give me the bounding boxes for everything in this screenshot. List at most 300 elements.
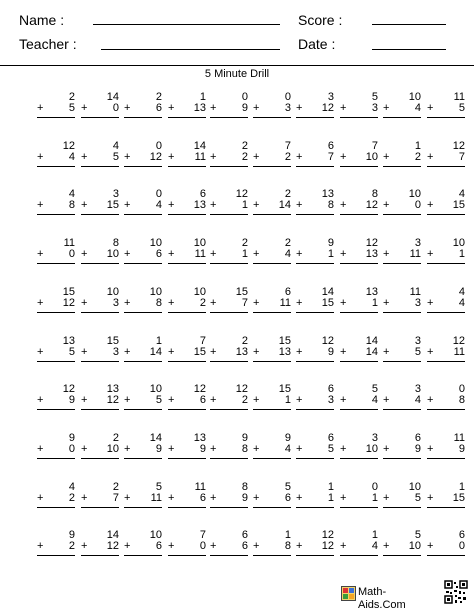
answer-line[interactable] (124, 166, 162, 167)
answer-line[interactable] (210, 409, 248, 410)
addition-problem (383, 238, 421, 264)
addition-problem (296, 433, 334, 459)
plus-operator: + (168, 394, 175, 407)
plus-operator: + (124, 442, 131, 455)
plus-operator: + (81, 394, 88, 407)
addend-bottom-line (168, 200, 206, 211)
answer-line[interactable] (210, 263, 248, 264)
answer-line[interactable] (124, 507, 162, 508)
answer-line[interactable] (37, 507, 75, 508)
answer-line[interactable] (168, 117, 206, 118)
answer-line[interactable] (124, 555, 162, 556)
answer-line[interactable] (427, 361, 465, 362)
addend-bottom: 9 (327, 345, 334, 358)
answer-line[interactable] (168, 312, 206, 313)
answer-line[interactable] (296, 507, 334, 508)
addend-bottom-line (253, 249, 291, 260)
addend-bottom: 12 (62, 296, 75, 309)
addend-bottom-line (37, 541, 75, 552)
plus-operator: + (427, 248, 434, 261)
addend-bottom-line (210, 298, 248, 309)
plus-operator: + (340, 345, 347, 358)
answer-line[interactable] (210, 312, 248, 313)
answer-line[interactable] (296, 312, 334, 313)
addend-bottom: 2 (68, 491, 75, 504)
addition-problem (37, 287, 75, 313)
addend-top: 8 (112, 237, 119, 250)
answer-line[interactable] (340, 409, 378, 410)
addition-problem (210, 433, 248, 459)
answer-line[interactable] (81, 312, 119, 313)
addend-top: 10 (452, 237, 465, 250)
addend-top: 9 (284, 431, 291, 444)
problem-row (0, 189, 474, 237)
addend-top: 11 (409, 285, 421, 298)
addend-bottom-line (124, 444, 162, 455)
plus-operator: + (383, 248, 390, 261)
answer-line[interactable] (340, 117, 378, 118)
worksheet-subtitle: 5 Minute Drill (204, 68, 270, 80)
answer-line[interactable] (427, 507, 465, 508)
answer-line[interactable] (168, 214, 206, 215)
score-label: Score : (298, 12, 343, 28)
addend-top: 0 (284, 91, 291, 103)
plus-operator: + (427, 345, 434, 358)
addend-bottom-line (427, 249, 465, 260)
addend-bottom-line (210, 103, 248, 114)
answer-line[interactable] (81, 458, 119, 459)
addend-bottom: 13 (278, 345, 291, 358)
addend-bottom: 7 (112, 491, 119, 504)
answer-line[interactable] (168, 409, 206, 410)
answer-line[interactable] (296, 458, 334, 459)
plus-operator: + (37, 491, 44, 504)
addition-problem (168, 189, 206, 215)
answer-line[interactable] (427, 214, 465, 215)
answer-line[interactable] (253, 361, 291, 362)
addend-bottom-line (383, 200, 421, 211)
addend-bottom: 10 (408, 540, 421, 553)
answer-line[interactable] (340, 555, 378, 556)
addition-problem (81, 287, 119, 313)
addend-bottom: 13 (193, 102, 206, 114)
addend-bottom: 0 (458, 540, 465, 553)
addition-problem (296, 189, 334, 215)
answer-line[interactable] (383, 166, 421, 167)
plus-operator: + (427, 540, 434, 553)
plus-operator: + (124, 394, 131, 407)
addend-top: 5 (371, 383, 378, 396)
addend-top: 10 (193, 237, 206, 250)
addend-bottom-line (210, 249, 248, 260)
addend-top: 5 (414, 529, 421, 542)
addend-bottom-line (210, 395, 248, 406)
addend-bottom: 12 (106, 540, 119, 553)
addend-top: 8 (241, 480, 248, 493)
addition-problem (340, 92, 378, 118)
addition-problem (383, 189, 421, 215)
brand-text: Math-Aids.Com (358, 586, 406, 611)
addend-bottom-line (37, 298, 75, 309)
addend-bottom-line (383, 444, 421, 455)
addend-bottom: 14 (365, 345, 378, 358)
answer-line[interactable] (124, 312, 162, 313)
addend-bottom-line (340, 103, 378, 114)
answer-line[interactable] (296, 409, 334, 410)
addend-bottom-line (296, 493, 334, 504)
addend-bottom: 11 (194, 150, 206, 163)
addition-problem (253, 141, 291, 167)
addend-top: 14 (193, 139, 206, 152)
addend-bottom: 13 (235, 345, 248, 358)
answer-line[interactable] (124, 458, 162, 459)
plus-operator: + (210, 150, 217, 163)
answer-line[interactable] (427, 458, 465, 459)
addend-top: 6 (199, 188, 206, 201)
answer-line[interactable] (168, 458, 206, 459)
addend-top: 3 (414, 237, 421, 250)
addend-bottom: 1 (284, 394, 291, 407)
addition-problem (253, 238, 291, 264)
addend-bottom-line (253, 493, 291, 504)
answer-line[interactable] (340, 312, 378, 313)
addend-bottom-line (124, 103, 162, 114)
answer-line[interactable] (37, 458, 75, 459)
answer-line[interactable] (253, 409, 291, 410)
plus-operator: + (340, 150, 347, 163)
answer-line[interactable] (296, 214, 334, 215)
teacher-line[interactable] (101, 49, 280, 50)
answer-line[interactable] (427, 117, 465, 118)
addend-bottom-line (253, 103, 291, 114)
addition-problem (340, 336, 378, 362)
answer-line[interactable] (37, 312, 75, 313)
addend-top: 6 (327, 139, 334, 152)
answer-line[interactable] (253, 214, 291, 215)
plus-operator: + (37, 442, 44, 455)
answer-line[interactable] (168, 555, 206, 556)
addend-bottom-line (427, 152, 465, 163)
score-line[interactable] (372, 24, 446, 25)
addend-top: 1 (327, 480, 334, 493)
footer-brand (341, 586, 417, 611)
addend-top: 12 (62, 139, 75, 152)
answer-line[interactable] (81, 214, 119, 215)
addend-bottom-line (37, 347, 75, 358)
answer-line[interactable] (124, 214, 162, 215)
plus-operator: + (210, 296, 217, 309)
addend-bottom-line (427, 200, 465, 211)
addend-top: 15 (106, 334, 119, 347)
addition-problem (81, 238, 119, 264)
addend-bottom-line (340, 347, 378, 358)
addend-top: 10 (408, 91, 421, 103)
plus-operator: + (168, 296, 175, 309)
addend-bottom-line (427, 444, 465, 455)
answer-line[interactable] (37, 166, 75, 167)
answer-line[interactable] (37, 214, 75, 215)
answer-line[interactable] (81, 263, 119, 264)
addend-top: 10 (149, 285, 162, 298)
answer-line[interactable] (427, 166, 465, 167)
answer-line[interactable] (124, 409, 162, 410)
problem-row (0, 92, 474, 140)
plus-operator: + (124, 491, 131, 504)
plus-operator: + (340, 296, 347, 309)
answer-line[interactable] (253, 312, 291, 313)
addend-bottom: 15 (193, 345, 206, 358)
addend-bottom-line (168, 298, 206, 309)
addition-problem (383, 141, 421, 167)
plus-operator: + (340, 199, 347, 212)
answer-line[interactable] (340, 263, 378, 264)
addend-bottom: 4 (371, 394, 378, 407)
addend-bottom-line (427, 493, 465, 504)
answer-line[interactable] (124, 263, 162, 264)
answer-line[interactable] (340, 458, 378, 459)
addend-top: 14 (149, 431, 162, 444)
addend-bottom: 6 (199, 394, 206, 407)
addition-problem (296, 530, 334, 556)
answer-line[interactable] (340, 214, 378, 215)
answer-line[interactable] (253, 166, 291, 167)
answer-line[interactable] (296, 263, 334, 264)
answer-line[interactable] (37, 409, 75, 410)
addend-bottom: 5 (327, 442, 334, 455)
answer-line[interactable] (340, 507, 378, 508)
addend-top: 12 (62, 383, 75, 396)
answer-line[interactable] (37, 117, 75, 118)
answer-line[interactable] (81, 117, 119, 118)
addend-top: 2 (284, 188, 291, 201)
addend-bottom-line (81, 347, 119, 358)
answer-line[interactable] (296, 361, 334, 362)
addition-problem (81, 336, 119, 362)
addend-bottom-line (124, 493, 162, 504)
answer-line[interactable] (168, 361, 206, 362)
name-line[interactable] (93, 24, 280, 25)
plus-operator: + (210, 394, 217, 407)
addend-bottom: 10 (365, 150, 378, 163)
answer-line[interactable] (210, 214, 248, 215)
addend-bottom-line (37, 103, 75, 114)
answer-line[interactable] (37, 361, 75, 362)
answer-line[interactable] (37, 263, 75, 264)
plus-operator: + (37, 199, 44, 212)
addend-top: 15 (278, 383, 291, 396)
answer-line[interactable] (383, 312, 421, 313)
plus-operator: + (253, 248, 260, 261)
addition-problem (427, 287, 465, 313)
plus-operator: + (81, 442, 88, 455)
addend-bottom-line (253, 200, 291, 211)
addition-problem (340, 141, 378, 167)
answer-line[interactable] (37, 555, 75, 556)
plus-operator: + (124, 150, 131, 163)
addend-bottom: 13 (365, 248, 378, 261)
answer-line[interactable] (81, 166, 119, 167)
answer-line[interactable] (168, 263, 206, 264)
plus-operator: + (124, 540, 131, 553)
addend-top: 0 (371, 480, 378, 493)
addition-problem (427, 433, 465, 459)
plus-operator: + (37, 296, 44, 309)
plus-operator: + (81, 102, 88, 114)
answer-line[interactable] (124, 361, 162, 362)
answer-line[interactable] (340, 166, 378, 167)
answer-line[interactable] (253, 555, 291, 556)
addend-bottom: 0 (112, 102, 119, 114)
plus-operator: + (427, 102, 434, 114)
addend-bottom-line (37, 200, 75, 211)
answer-line[interactable] (253, 117, 291, 118)
problem-row (0, 336, 474, 384)
answer-line[interactable] (210, 507, 248, 508)
answer-line[interactable] (81, 555, 119, 556)
answer-line[interactable] (427, 555, 465, 556)
plus-operator: + (210, 102, 217, 114)
answer-line[interactable] (296, 117, 334, 118)
problem-row (0, 384, 474, 432)
plus-operator: + (383, 296, 390, 309)
addend-top: 6 (241, 529, 248, 542)
addend-bottom: 5 (414, 345, 421, 358)
addition-problem (81, 433, 119, 459)
answer-line[interactable] (210, 117, 248, 118)
addition-problem (210, 141, 248, 167)
addend-bottom-line (427, 103, 465, 114)
addend-top: 15 (235, 285, 248, 298)
addend-bottom-line (81, 395, 119, 406)
addition-problem (383, 433, 421, 459)
answer-line[interactable] (210, 361, 248, 362)
answer-line[interactable] (210, 166, 248, 167)
addend-top: 10 (408, 188, 421, 201)
addend-bottom-line (168, 347, 206, 358)
addend-top: 14 (321, 285, 334, 298)
addend-bottom: 4 (458, 296, 465, 309)
answer-line[interactable] (427, 312, 465, 313)
answer-line[interactable] (383, 263, 421, 264)
addend-bottom: 1 (327, 248, 334, 261)
answer-line[interactable] (383, 409, 421, 410)
answer-line[interactable] (427, 263, 465, 264)
addition-problem (427, 482, 465, 508)
addition-problem (383, 287, 421, 313)
answer-line[interactable] (340, 361, 378, 362)
addend-bottom: 6 (241, 540, 248, 553)
addend-top: 5 (284, 480, 291, 493)
addition-problem (427, 336, 465, 362)
addend-bottom-line (383, 152, 421, 163)
addend-top: 3 (414, 334, 421, 347)
addend-bottom-line (81, 541, 119, 552)
addend-bottom: 7 (327, 150, 334, 163)
answer-line[interactable] (81, 361, 119, 362)
addend-top: 8 (371, 188, 378, 201)
addition-problem (427, 530, 465, 556)
answer-line[interactable] (296, 166, 334, 167)
answer-line[interactable] (81, 409, 119, 410)
addend-bottom: 1 (371, 491, 378, 504)
plus-operator: + (37, 102, 44, 114)
answer-line[interactable] (253, 507, 291, 508)
addend-top: 3 (371, 431, 378, 444)
answer-line[interactable] (383, 555, 421, 556)
addend-bottom: 2 (241, 150, 248, 163)
addend-bottom: 3 (284, 102, 291, 114)
answer-line[interactable] (168, 166, 206, 167)
answer-line[interactable] (383, 458, 421, 459)
addend-bottom: 9 (241, 491, 248, 504)
answer-line[interactable] (210, 555, 248, 556)
addend-bottom: 1 (241, 248, 248, 261)
addend-bottom-line (81, 152, 119, 163)
addend-bottom-line (296, 152, 334, 163)
addition-problem (253, 336, 291, 362)
answer-line[interactable] (253, 458, 291, 459)
answer-line[interactable] (383, 361, 421, 362)
addend-bottom-line (383, 395, 421, 406)
answer-line[interactable] (383, 507, 421, 508)
addend-bottom: 10 (365, 442, 378, 455)
addition-problem (340, 433, 378, 459)
addend-bottom-line (168, 152, 206, 163)
plus-operator: + (340, 248, 347, 261)
addend-bottom-line (37, 493, 75, 504)
answer-line[interactable] (81, 507, 119, 508)
date-line[interactable] (372, 49, 446, 50)
addend-bottom-line (124, 395, 162, 406)
addend-top: 14 (365, 334, 378, 347)
addend-top: 1 (155, 334, 162, 347)
answer-line[interactable] (210, 458, 248, 459)
plus-operator: + (383, 394, 390, 407)
addend-bottom: 15 (106, 199, 119, 212)
addend-bottom: 2 (284, 150, 291, 163)
addition-problem (168, 384, 206, 410)
addend-top: 13 (321, 188, 334, 201)
addend-bottom: 5 (414, 491, 421, 504)
answer-line[interactable] (168, 507, 206, 508)
addend-top: 10 (408, 480, 421, 493)
date-label: Date : (298, 36, 336, 52)
answer-line[interactable] (296, 555, 334, 556)
addend-top: 13 (106, 383, 119, 396)
addend-bottom-line (210, 444, 248, 455)
addition-problem (253, 189, 291, 215)
addition-problem (210, 287, 248, 313)
answer-line[interactable] (124, 117, 162, 118)
addend-bottom-line (210, 493, 248, 504)
addend-bottom: 14 (278, 199, 291, 212)
addend-bottom: 4 (371, 540, 378, 553)
plus-operator: + (427, 491, 434, 504)
addend-bottom: 4 (68, 150, 75, 163)
answer-line[interactable] (383, 214, 421, 215)
addend-top: 1 (371, 529, 378, 542)
addend-bottom: 15 (321, 296, 334, 309)
plus-operator: + (296, 102, 303, 114)
addend-top: 4 (68, 188, 75, 201)
answer-line[interactable] (383, 117, 421, 118)
answer-line[interactable] (427, 409, 465, 410)
plus-operator: + (340, 442, 347, 455)
addend-bottom-line (340, 152, 378, 163)
plus-operator: + (340, 491, 347, 504)
plus-operator: + (37, 540, 44, 553)
answer-line[interactable] (253, 263, 291, 264)
